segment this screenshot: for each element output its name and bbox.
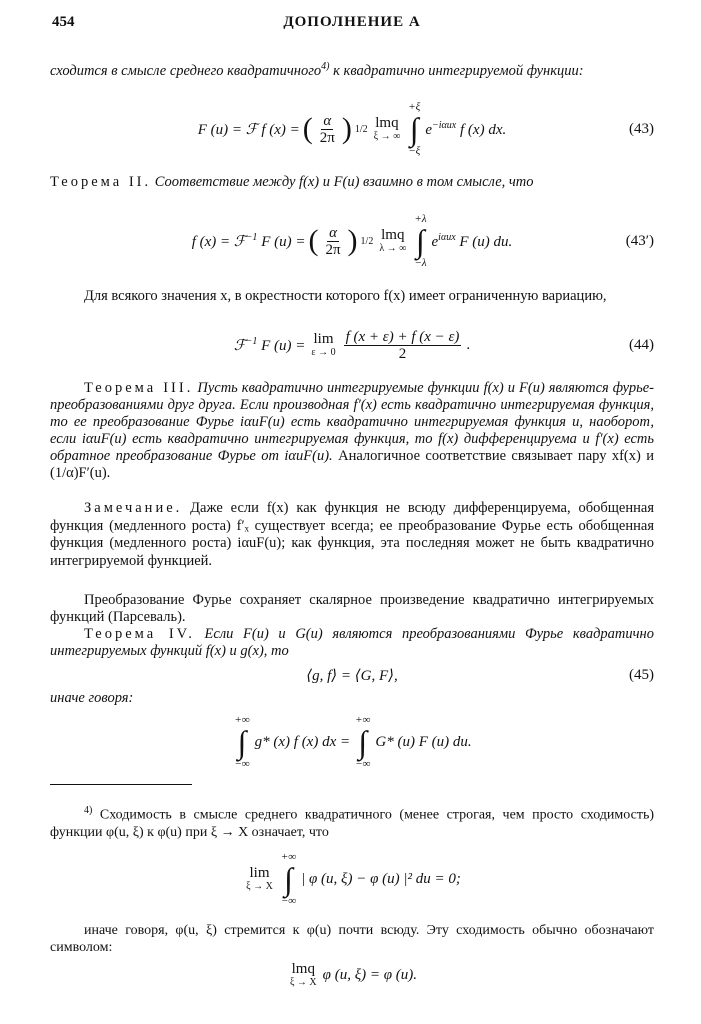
equation-label: (43′) [625, 232, 654, 249]
otherwise-text: иначе говоря: [50, 690, 134, 706]
equation-45: ⟨g, f⟩ = ⟨G, F⟩, (45) [306, 666, 654, 684]
remark-paragraph: Замечание. Даже если f(x) как функция не всюду дифференцируема, обобщенная функция (медленного роста) f′ₓ существует всегда; ее преобразование Фурье есть обобщенная функция (медленного роста) iαuF(u); как функция, эта последняя может не быть квадратично интегрируемой функцией. [50, 500, 654, 569]
integral-sign: +ξ ∫ −ξ [408, 101, 421, 157]
footnote-equation-2: lmq ξ → X φ (u, ξ) = φ (u). [289, 961, 418, 988]
intro-paragraph: сходится в смысле среднего квадратичного$^{4)}$ к квадратично интегрируемой функции: [50, 61, 584, 79]
equation-43: F (u) = ℱ f (x) = ( $\frac{\alpha}{2\pi}$ ) 1/2 lmq ξ → ∞ +ξ ∫ −ξ $e^{-i\alpha ux}$ f (x) dx. (43) [197, 101, 654, 157]
integral-sign: +λ ∫ −λ [414, 213, 427, 269]
equation-label: (44) [629, 336, 654, 353]
theorem-4: Теорема IV. Если F(u) и G(u) являются преобразованиями Фурье квадратично интегрируемых функций f(x) и g(x), то [50, 626, 654, 659]
equation-label: (45) [629, 666, 654, 683]
equation-43-prime: f (x) = ℱ$^{-1}$ F (u) = ( $\frac{\alpha}{2\pi}$ ) 1/2 lmq λ → ∞ +λ ∫ −λ $e^{i\alpha ux}$ F (u) du. (43′) [191, 213, 654, 269]
theorem-2: Теорема II. Соответствие между f(x) и F(u) взаимно в том смысле, что [50, 174, 534, 190]
footnote-marker: 4) [321, 61, 330, 72]
page-header [52, 14, 652, 36]
parseval-paragraph: Преобразование Фурье сохраняет скалярное произведение квадратично интегрируемых функций (Парсеваль). [50, 592, 654, 625]
equation-44: ℱ$^{-1}$ F (u) = lim ε → 0 $\frac{f (x + \varepsilon) + f (x - \varepsilon)}{2}$ . (44) [233, 328, 654, 362]
equation-parseval: +∞ ∫ −∞ g* (x) f (x) dx = +∞ ∫ −∞ G* (u) F (u) du. [234, 714, 472, 770]
footnote-marker: 4) [84, 805, 93, 816]
equation-label: (43) [629, 120, 654, 137]
footnote-divider [50, 784, 192, 785]
theorem-3: Теорема III. Пусть квадратично интегрируемые функции f(x) и F(u) являются фурье-преобразованиями друг друга. Если производная f′(x) есть квадратично интегрируемая функция, то ее преобразование Фурье iαuF(u) есть квадратично интегрируемая функция u, наоборот, если iαuF(u) есть квадратично интегрируемая функция, то f(x) дифференцируема и f′(x) есть обратное преобразование Фурье от iαuF(u). Аналогичное соответствие связывает пару xf(x) и (1/α)F′(u). [50, 380, 655, 481]
footnote-equation-1: lim ξ → X +∞ ∫ −∞ | φ (u, ξ) − φ (u) |² du = 0; [246, 851, 461, 907]
running-title: ДОПОЛНЕНИЕ А [283, 14, 421, 30]
footnote-text: $^{4)}$ Сходимость в смысле среднего квадратичного (менее строгая, чем просто сходимость) функции φ(u, ξ) к φ(u) при ξ → X означает, что [50, 805, 654, 840]
integral-sign: +∞ ∫ −∞ [355, 714, 371, 770]
integral-sign: +∞ ∫ −∞ [234, 714, 250, 770]
integral-sign: +∞ ∫ −∞ [280, 851, 297, 907]
page-number: 454 [52, 14, 75, 30]
variation-paragraph: Для всякого значения x, в окрестности которого f(x) имеет ограниченную вариацию, [84, 288, 607, 304]
footnote-text-2: иначе говоря, φ(u, ξ) стремится к φ(u) почти всюду. Эту сходимость обычно обозначают символом: [50, 923, 654, 955]
